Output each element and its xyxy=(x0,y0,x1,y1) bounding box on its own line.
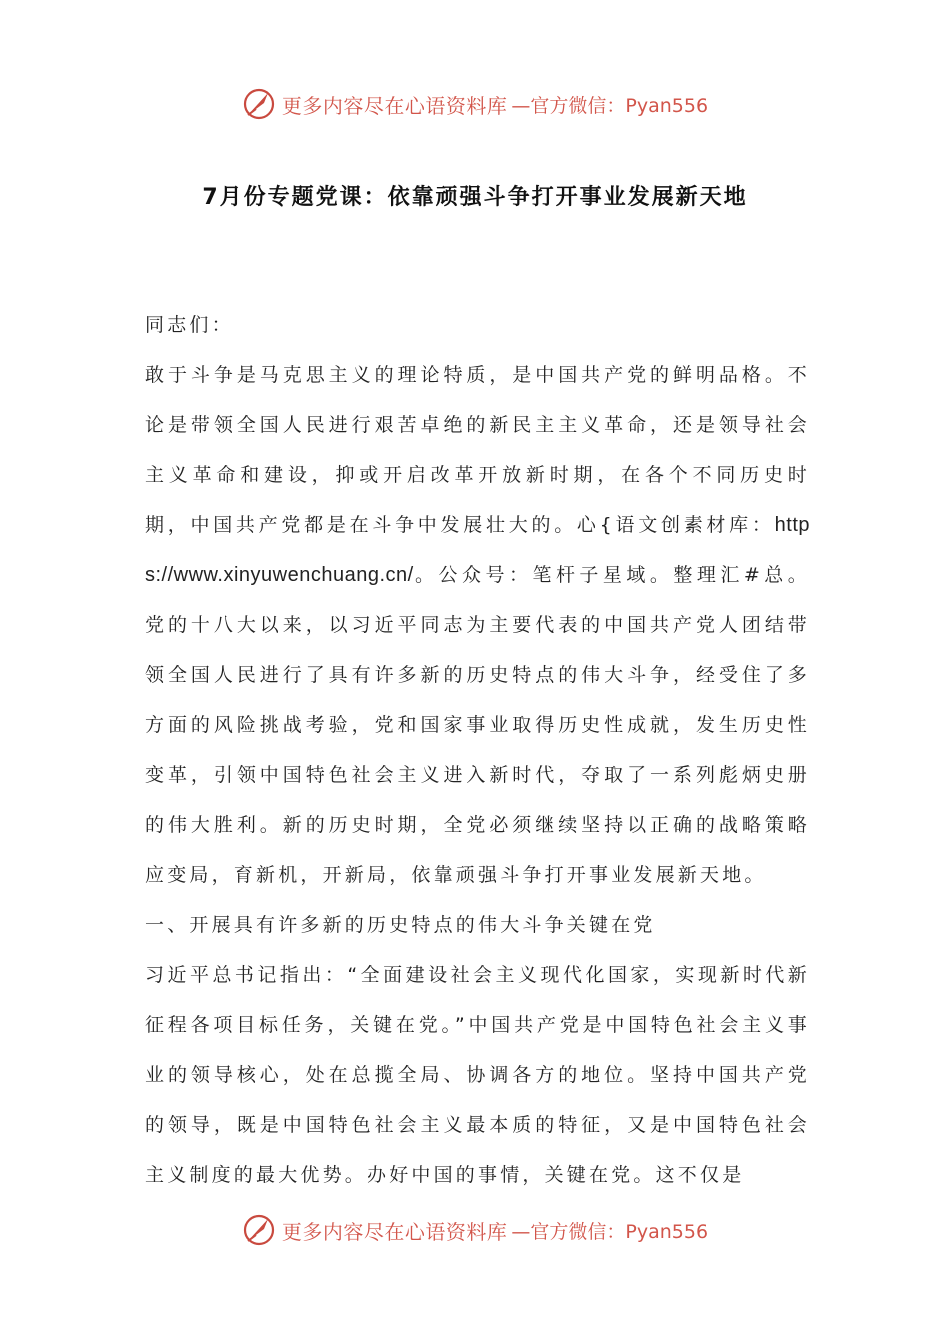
quill-pen-logo-icon xyxy=(242,87,276,121)
paragraph xyxy=(145,350,810,900)
banner-brand-text: 更多内容尽在心语资料库 xyxy=(281,1219,508,1244)
header-banner xyxy=(0,84,950,124)
paragraph: 习近平总书记指出：“全面建设社会主义现代化国家，实现新时代新征程各项目标任务，关键在党。”中国共产党是中国特色社会主义事业的领导核心，处在总揽全局、协调各方的地位。坚持中国共产党的领导，既是中国特色社会主义最本质的特征，又是中国特色社会主义制度的最大优势。办好中国的事情，关键在党。这不仅是 xyxy=(145,964,810,1186)
quill-pen-logo-icon xyxy=(242,1213,276,1247)
banner-contact-text: —官方微信：Pyan556 xyxy=(511,94,709,117)
document-body xyxy=(145,300,810,1200)
salutation: 同志们： xyxy=(145,314,234,336)
section-heading: 一、开展具有许多新的历史特点的伟大斗争关键在党 xyxy=(145,914,656,936)
paragraph-text: 。公众号：笔杆子星域。整理汇#总。党的十八大以来，以习近平同志为主要代表的中国共产党人团结带领全国人民进行了具有许多新的历史特点的伟大斗争，经受住了多方面的风险挑战考验，党和国家事业取得历史性成就，发生历史性变革，引领中国特色社会主义进入新时代，夺取了一系列彪炳史册的伟大胜利。新的历史时期，全党必须继续坚持以正确的战略策略应变局，育新机，开新局，依靠顽强斗争打开事业发展新天地。 xyxy=(145,564,810,886)
document-title: 7月份专题党课：依靠顽强斗争打开事业发展新天地 xyxy=(202,185,748,210)
paragraph-text: 敢于斗争是马克思主义的理论特质，是中国共产党的鲜明品格。不论是带领全国人民进行艰苦卓绝的新民主主义革命，还是领导社会主义革命和建设，抑或开启改革开放新时期，在各个不同历史时期，中国共产党都是在斗争中发展壮大的。心{语文创素材库： xyxy=(145,364,810,536)
footer-banner xyxy=(0,1210,950,1250)
url-text: https://www.xinyuwenchuang.cn/ xyxy=(145,514,810,586)
banner-brand-text: 更多内容尽在心语资料库 xyxy=(281,93,508,118)
banner-contact-text: —官方微信：Pyan556 xyxy=(511,1220,709,1243)
